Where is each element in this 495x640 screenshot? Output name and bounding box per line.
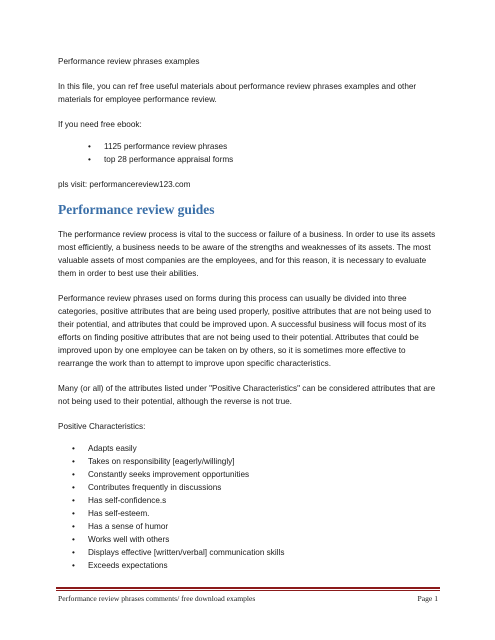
list-item: • Works well with others bbox=[58, 533, 438, 546]
list-item: • Has self-esteem. bbox=[58, 507, 438, 520]
footer-title: Performance review phrases comments/ free download examples bbox=[58, 594, 256, 603]
visit-line: pls visit: performancereview123.com bbox=[58, 180, 191, 189]
footer-rule-thick bbox=[56, 587, 440, 589]
list-item: • Has a sense of humor bbox=[58, 520, 438, 533]
title-line: Performance review phrases examples bbox=[58, 57, 200, 66]
intro-paragraph: In this file, you can ref free useful materials about performance review phrases examples and other materials for employee performance review. bbox=[58, 82, 417, 104]
footer-rule-thin bbox=[56, 590, 440, 591]
positive-characteristics-list bbox=[58, 442, 438, 572]
page-number: Page 1 bbox=[417, 594, 438, 603]
paragraph-2: Performance review phrases used on forms during this process can usually be divided into three categories, positive attributes that are being used properly, positive attributes that are not being used to their potential, and attributes that could be improved upon. A successful business will focus most of its efforts on finding positive attributes that are not being used to their potential. Attributes that could be improved upon by one employee can be taken on by others, so it is sometimes more effective to rearrange the work than to attempt to improve upon specific characteristics. bbox=[58, 294, 432, 368]
positive-characteristics-heading: Positive Characteristics: bbox=[58, 422, 146, 431]
list-item: • top 28 performance appraisal forms bbox=[58, 153, 438, 166]
section-heading: Performance review guides bbox=[58, 202, 215, 217]
list-item: • Contributes frequently in discussions bbox=[58, 481, 438, 494]
ebook-prompt: If you need free ebook: bbox=[58, 120, 142, 129]
paragraph-1: The performance review process is vital to the success or failure of a business. In order to use its assets most efficiently, a business needs to be aware of the strengths and weaknesses of its assets. The most valuable assets of most companies are the employees, and for this reason, it is necessary to evaluate them in order to best use their abilities. bbox=[58, 230, 436, 278]
page-content bbox=[58, 55, 438, 572]
list-item: • Constantly seeks improvement opportunities bbox=[58, 468, 438, 481]
ebook-list bbox=[58, 140, 438, 166]
list-item: • Adapts easily bbox=[58, 442, 438, 455]
paragraph-3: Many (or all) of the attributes listed under "Positive Characteristics" can be considered attributes that are not being used to their potential, although the reverse is not true. bbox=[58, 384, 436, 406]
list-item: • Takes on responsibility [eagerly/willingly] bbox=[58, 455, 438, 468]
list-item: • Displays effective [written/verbal] communication skills bbox=[58, 546, 438, 559]
page-footer bbox=[58, 593, 438, 604]
list-item: • Has self-confidence.s bbox=[58, 494, 438, 507]
list-item: • Exceeds expectations bbox=[58, 559, 438, 572]
list-item: • 1125 performance review phrases bbox=[58, 140, 438, 153]
